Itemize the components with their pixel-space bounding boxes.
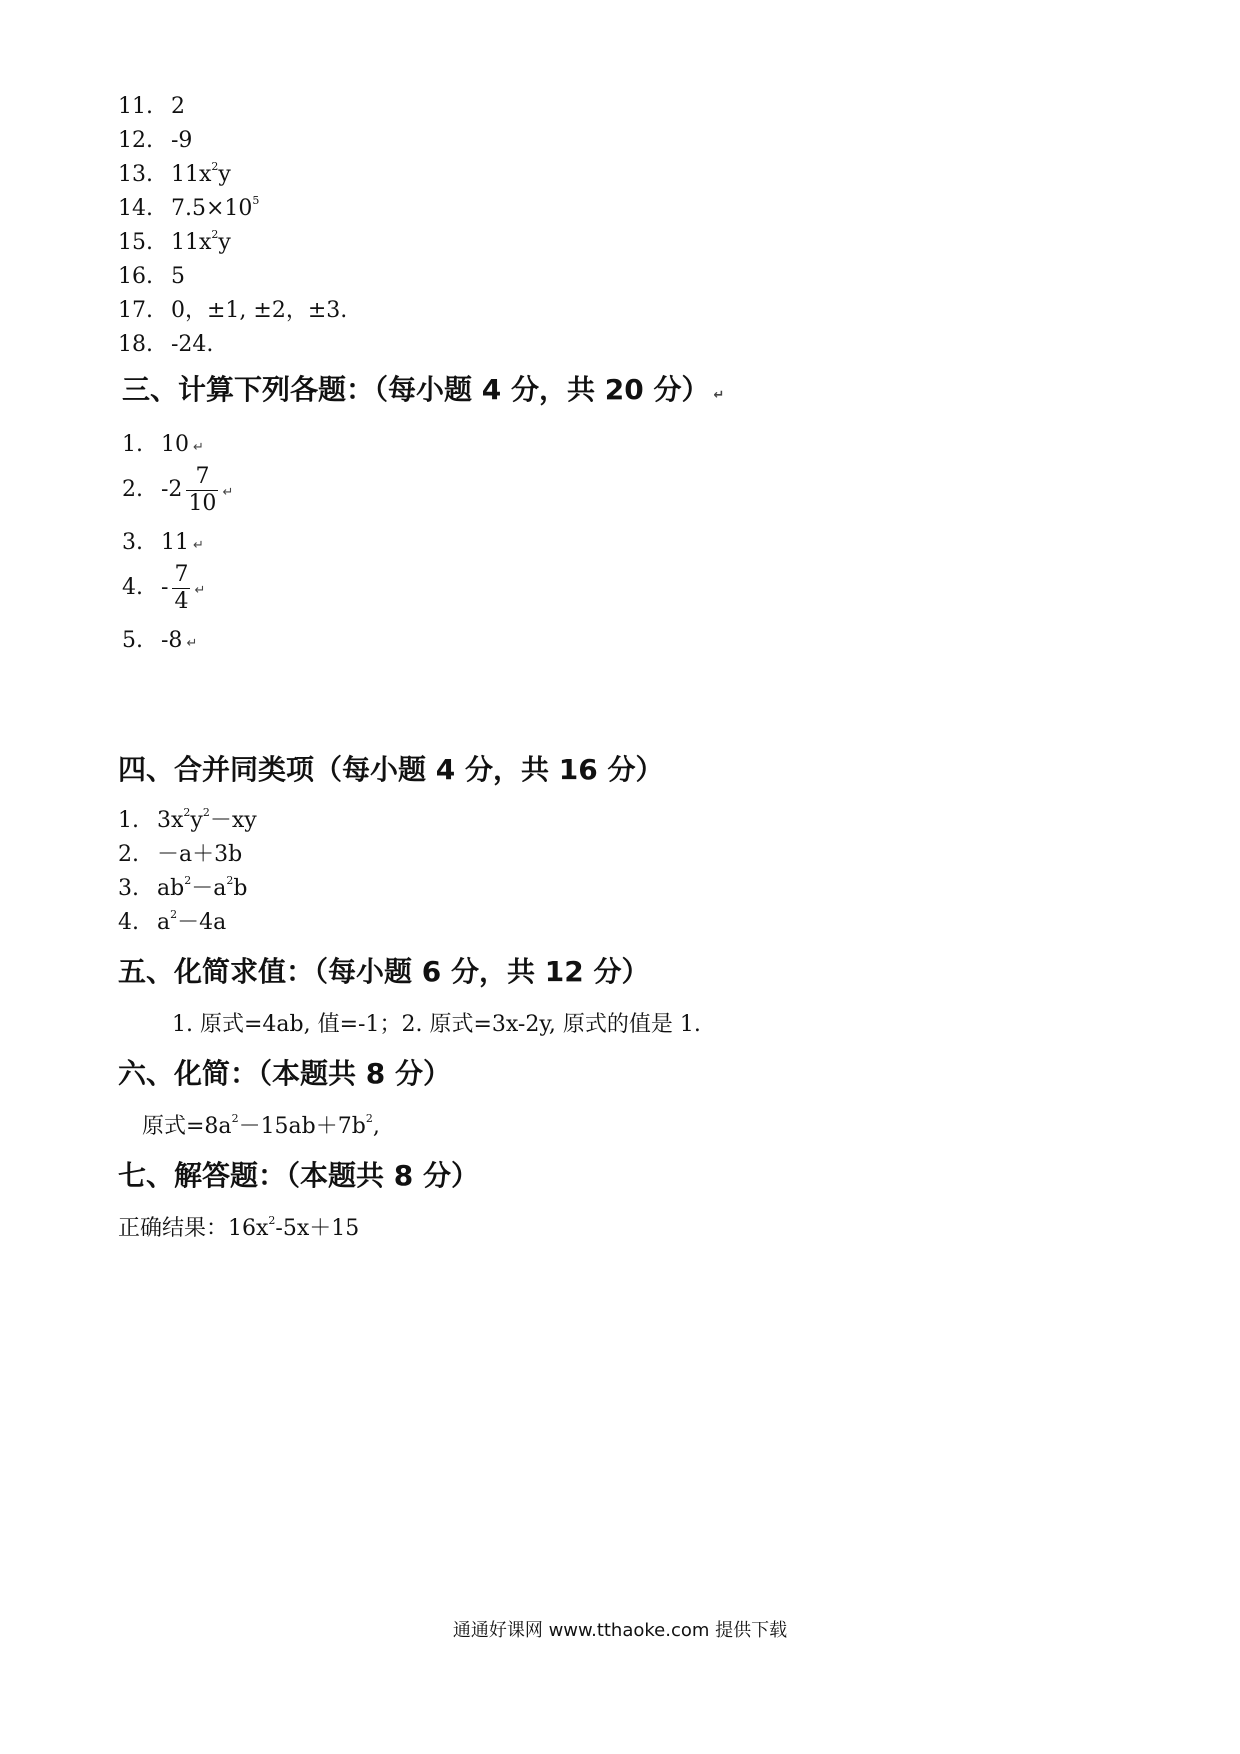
- section7-heading: [118, 1158, 479, 1194]
- expr-part: ,: [372, 1114, 380, 1139]
- answer-17: [118, 296, 347, 326]
- answer-tail: y: [218, 162, 231, 187]
- item-number: 2.: [118, 842, 139, 867]
- heading-text: 三、计算下列各题：（每小题 4 分，共 20 分）: [122, 373, 710, 406]
- answer-whole: -2: [161, 477, 183, 502]
- solution-answer: [118, 1214, 359, 1244]
- item-number: 11.: [118, 94, 153, 119]
- answer-whole: -: [161, 575, 169, 600]
- numerator: 7: [195, 463, 210, 489]
- section4-heading: [118, 752, 663, 788]
- item-number: 1.: [122, 432, 143, 457]
- exponent: 2: [170, 908, 178, 921]
- calc-answer-1: [122, 430, 204, 463]
- answer-value: 7.5×10: [171, 196, 253, 221]
- item-number: 2.: [122, 477, 143, 502]
- item-number: 13.: [118, 162, 153, 187]
- answer-12: [118, 126, 192, 156]
- expr-part: 16x: [228, 1216, 269, 1241]
- item-number: 3.: [118, 876, 139, 901]
- calc-answer-5: [122, 626, 197, 659]
- calc-answer-2: [122, 460, 233, 523]
- answer-value: 0，±1, ±2，±3.: [171, 298, 348, 323]
- exponent: 5: [252, 194, 260, 207]
- item-number: 4.: [122, 575, 143, 600]
- item-number: 17.: [118, 298, 153, 323]
- heading-text: 七、解答题：（本题共 8 分）: [118, 1159, 479, 1192]
- exponent: 2: [226, 874, 234, 887]
- exponent: 2: [268, 1214, 276, 1227]
- return-mark-icon: ↵: [713, 388, 725, 403]
- heading-text: 四、合并同类项（每小题 4 分，共 16 分）: [118, 753, 664, 786]
- expr-part: b: [233, 876, 248, 901]
- calc-answer-3: [122, 528, 204, 561]
- answer-value: 11: [161, 530, 189, 555]
- item-number: 1.: [118, 808, 139, 833]
- denominator: 4: [174, 588, 189, 614]
- answer-tail: y: [218, 230, 231, 255]
- simplify-answer: [142, 1112, 380, 1142]
- exponent: 2: [183, 806, 191, 819]
- exponent: 2: [211, 228, 219, 241]
- item-number: 18.: [118, 332, 153, 357]
- answer-value: -24.: [171, 332, 214, 357]
- merge-answer-4: [118, 908, 226, 938]
- answer-15: [118, 228, 231, 258]
- numerator: 7: [174, 561, 189, 587]
- evaluate-answers: [172, 1010, 701, 1040]
- calc-answer-4: [122, 558, 205, 621]
- answer-value: 11x: [171, 230, 212, 255]
- answer-label: 正确结果：: [118, 1216, 229, 1241]
- answer-16: [118, 262, 185, 292]
- answer-11: [118, 92, 185, 122]
- answer-value: -8: [161, 628, 183, 653]
- expr-part: －xy: [209, 808, 257, 833]
- return-mark-icon: ↵: [222, 485, 234, 500]
- answer-18: [118, 330, 213, 360]
- merge-answer-3: [118, 874, 247, 904]
- answer-value: 10: [161, 432, 189, 457]
- item-number: 3.: [122, 530, 143, 555]
- footer-credit: [0, 1616, 1240, 1642]
- expr-part: －15ab＋7b: [238, 1114, 366, 1139]
- item-number: 15.: [118, 230, 153, 255]
- answer-value: 11x: [171, 162, 212, 187]
- expr-part: －a＋3b: [157, 842, 243, 867]
- expr-part: －4a: [177, 910, 227, 935]
- section6-heading: [118, 1056, 451, 1092]
- expr-part: 3x: [157, 808, 184, 833]
- answer-value: -9: [171, 128, 193, 153]
- answer-13: [118, 160, 231, 190]
- answer-14: [118, 194, 259, 224]
- fraction: [186, 464, 218, 517]
- section5-heading: [118, 954, 649, 990]
- return-mark-icon: ↵: [193, 538, 204, 553]
- answer-value: 2: [171, 94, 185, 119]
- footer-text: 通通好课网 www.tthaoke.com 提供下载: [452, 1620, 788, 1641]
- item-number: 12.: [118, 128, 153, 153]
- heading-text: 五、化简求值：（每小题 6 分，共 12 分）: [118, 955, 650, 988]
- exponent: 2: [231, 1112, 239, 1125]
- return-mark-icon: ↵: [194, 583, 206, 598]
- merge-answer-1: [118, 806, 257, 836]
- expr-part: 原式=8a: [142, 1114, 232, 1139]
- fraction: [172, 562, 190, 615]
- item-number: 14.: [118, 196, 153, 221]
- heading-text: 六、化简：（本题共 8 分）: [118, 1057, 451, 1090]
- merge-answer-2: [118, 840, 242, 870]
- exponent: 2: [184, 874, 192, 887]
- answer-value: 5: [171, 264, 185, 289]
- return-mark-icon: ↵: [186, 636, 198, 651]
- expr-part: y: [190, 808, 203, 833]
- item-number: 4.: [118, 910, 139, 935]
- expr-part: a: [157, 910, 171, 935]
- exponent: 2: [202, 806, 210, 819]
- denominator: 10: [188, 490, 217, 516]
- exponent: 2: [211, 160, 219, 173]
- section3-heading: [122, 372, 724, 414]
- expr-part: ab: [157, 876, 185, 901]
- exponent: 2: [365, 1112, 373, 1125]
- item-number: 16.: [118, 264, 153, 289]
- expr-part: －a: [191, 876, 227, 901]
- item-number: 5.: [122, 628, 143, 653]
- return-mark-icon: ↵: [193, 440, 204, 455]
- answer-text: 1. 原式=4ab, 值=-1；2. 原式=3x-2y, 原式的值是 1.: [172, 1012, 701, 1037]
- expr-part: -5x＋15: [275, 1216, 360, 1241]
